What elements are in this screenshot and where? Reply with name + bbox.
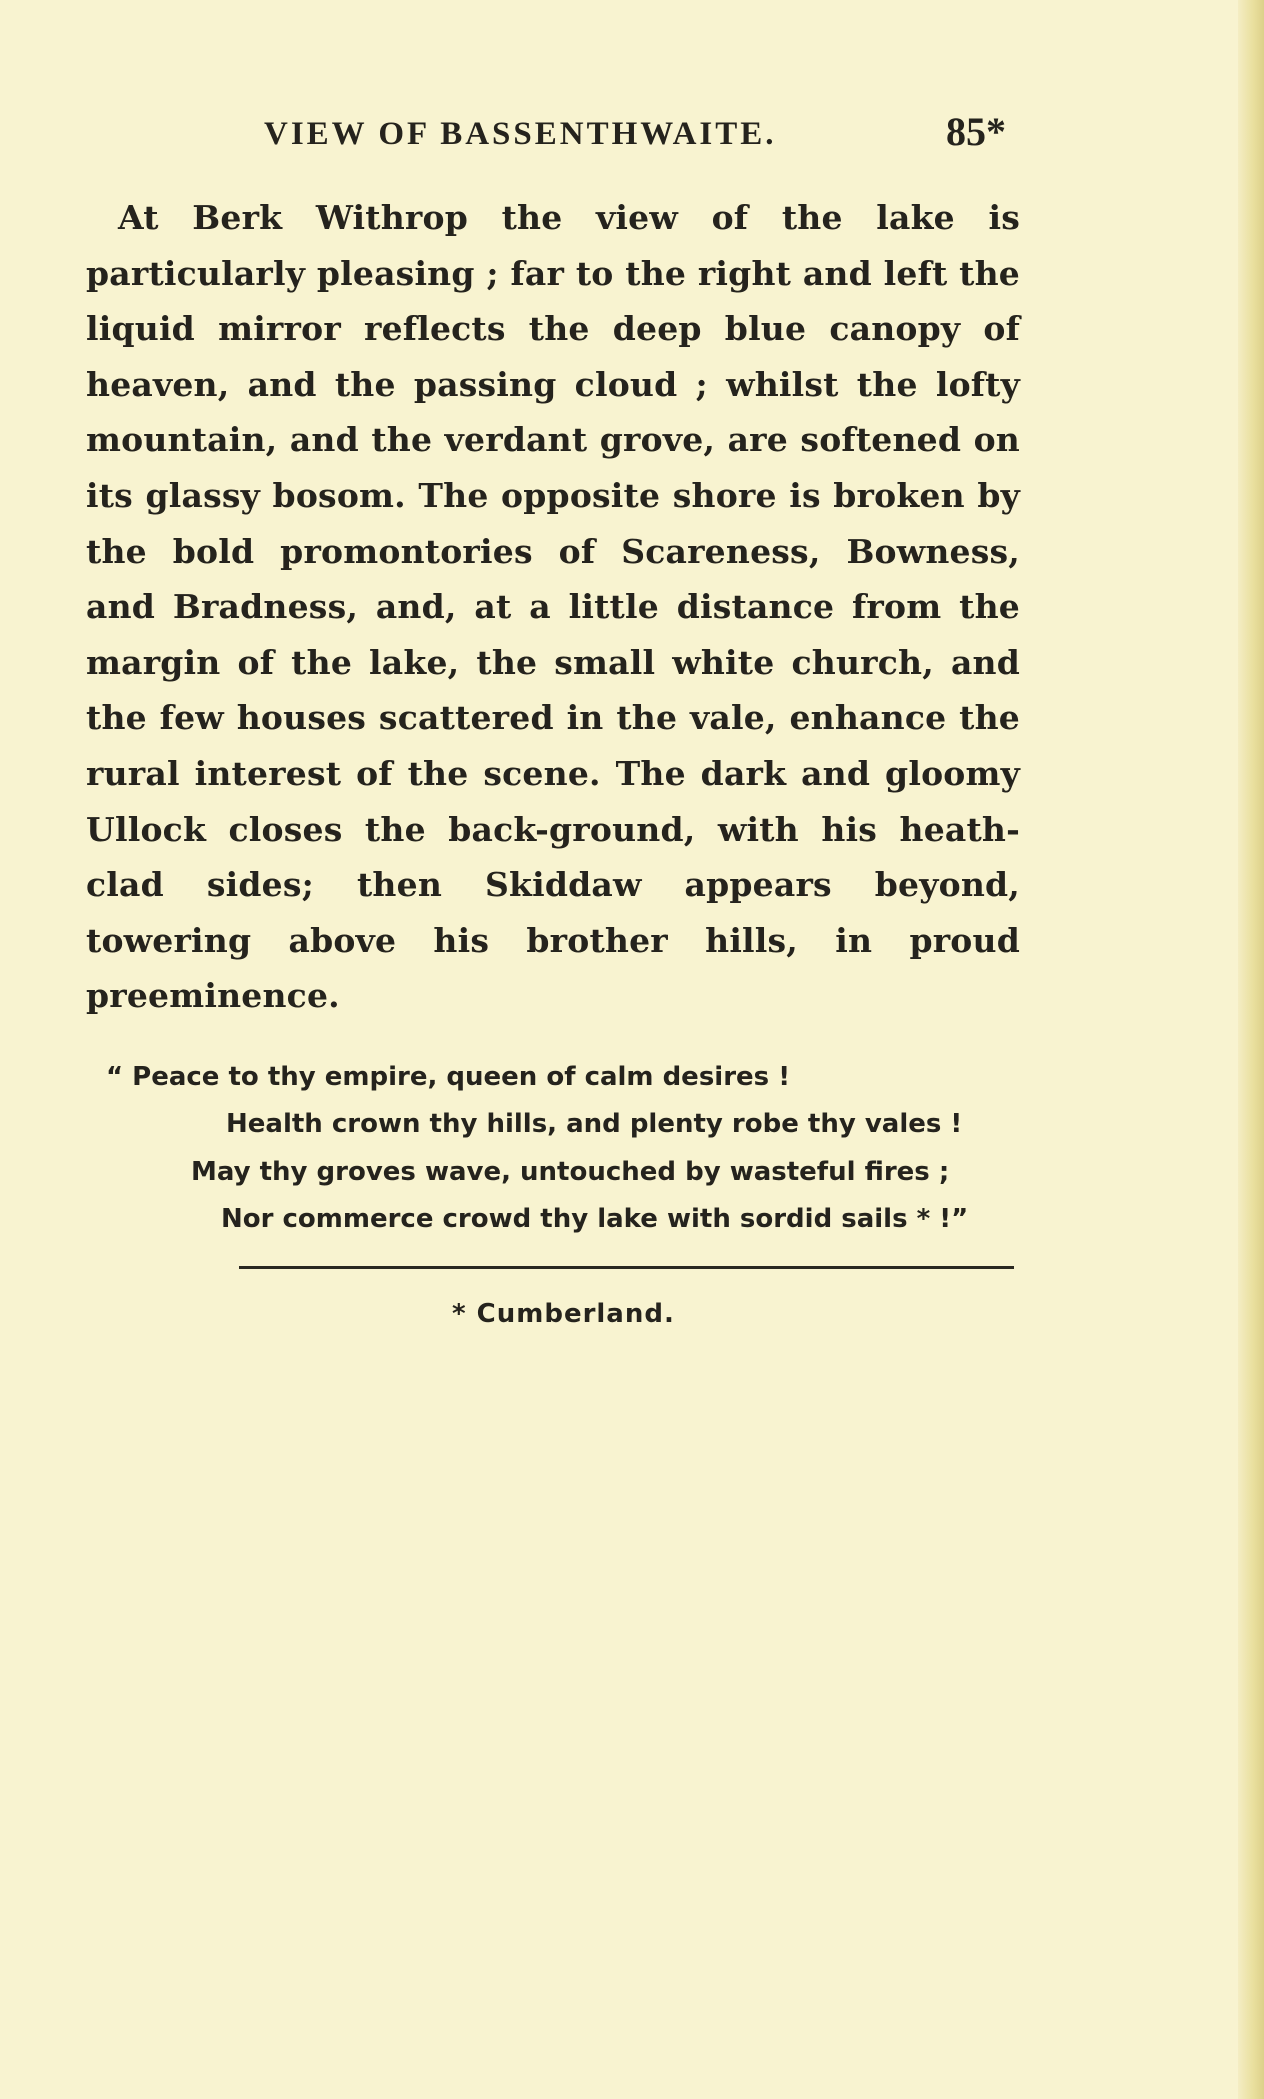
verse-line: Health crown thy hills, and plenty robe thy vales !	[226, 1109, 963, 1140]
page-number: 85*	[946, 109, 1006, 154]
running-title: VIEW OF BASSENTHWAITE.	[264, 116, 777, 152]
verse-line: May thy groves wave, untouched by wasteful fires ;	[191, 1156, 950, 1187]
book-page	[86, 108, 1020, 1329]
footnote-rule	[239, 1266, 1014, 1269]
footnote: * Cumberland.	[452, 1298, 675, 1329]
verse-line: Nor commerce crowd thy lake with sordid sails * !”	[221, 1204, 969, 1235]
page-gutter	[1238, 0, 1264, 2099]
verse-quotation	[86, 1054, 1020, 1244]
verse-line: “ Peace to thy empire, queen of calm desires !	[106, 1061, 791, 1092]
body-paragraph: At Berk Withrop the view of the lake is particularly pleasing ; far to the right and left the liquid mirror reflects the deep blue canopy of heaven, and the passing cloud ; whilst the lofty mountain, and the verdant grove, are softened on its glassy bosom. The opposite shore is broken by the bold promontories of Scareness, Bowness, and Bradness, and, at a little distance from the margin of the lake, the small white church, and the few houses scattered in the vale, enhance the rural interest of the scene. The dark and gloomy Ullock closes the back-ground, with his heath-clad sides; then Skiddaw appears beyond, towering above his brother hills, in proud preeminence.	[86, 198, 1020, 1016]
running-head	[86, 108, 1020, 164]
